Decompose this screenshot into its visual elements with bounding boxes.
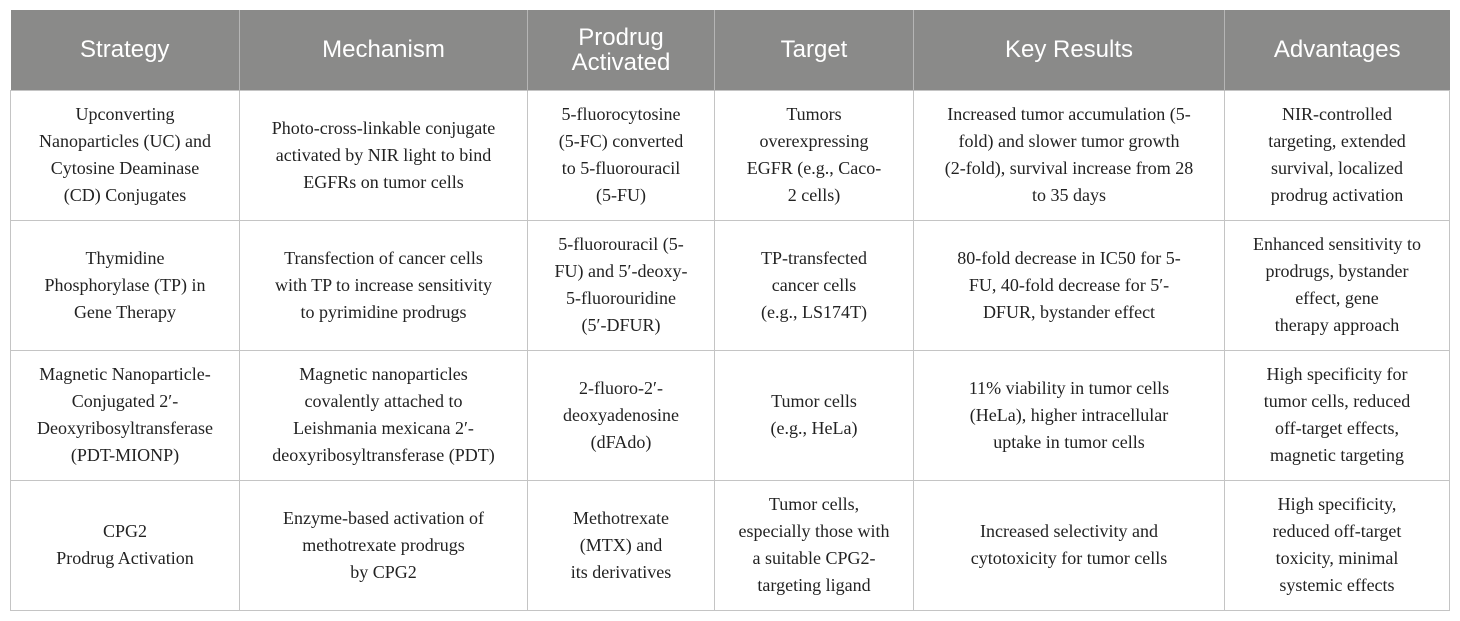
cell-prodrug: 2-fluoro-2′- deoxyadenosine (dFAdo) [528,350,715,480]
cell-mechanism: Enzyme-based activation of methotrexate prodrugs by CPG2 [240,480,528,610]
cell-target: TP-transfected cancer cells (e.g., LS174T) [715,220,914,350]
cell-prodrug: 5-fluorocytosine (5-FC) converted to 5-fluorouracil (5-FU) [528,90,715,220]
cell-advantages: High specificity, reduced off-target toxicity, minimal systemic effects [1225,480,1450,610]
cell-advantages: High specificity for tumor cells, reduced off-target effects, magnetic targeting [1225,350,1450,480]
cell-strategy: CPG2 Prodrug Activation [11,480,240,610]
cell-advantages: Enhanced sensitivity to prodrugs, bystander effect, gene therapy approach [1225,220,1450,350]
header-key-results: Key Results [914,10,1225,90]
cell-strategy: Magnetic Nanoparticle- Conjugated 2′- Deoxyribosyltransferase (PDT-MIONP) [11,350,240,480]
cell-target: Tumors overexpressing EGFR (e.g., Caco- 2 cells) [715,90,914,220]
cell-mechanism: Transfection of cancer cells with TP to increase sensitivity to pyrimidine prodrugs [240,220,528,350]
cell-advantages: NIR-controlled targeting, extended survival, localized prodrug activation [1225,90,1450,220]
header-advantages: Advantages [1225,10,1450,90]
cell-mechanism: Magnetic nanoparticles covalently attached to Leishmania mexicana 2′- deoxyribosyltransferase (PDT) [240,350,528,480]
header-row [11,10,1450,90]
cell-prodrug: Methotrexate (MTX) and its derivatives [528,480,715,610]
header-target: Target [715,10,914,90]
header-prodrug-activated: Prodrug Activated [528,10,715,90]
table-row [11,90,1450,220]
table-row [11,480,1450,610]
table-row [11,350,1450,480]
cell-target: Tumor cells (e.g., HeLa) [715,350,914,480]
table-row [11,220,1450,350]
cell-key-results: Increased selectivity and cytotoxicity for tumor cells [914,480,1225,610]
cell-key-results: 80-fold decrease in IC50 for 5- FU, 40-fold decrease for 5′- DFUR, bystander effect [914,220,1225,350]
cell-strategy: Thymidine Phosphorylase (TP) in Gene Therapy [11,220,240,350]
cell-target: Tumor cells, especially those with a suitable CPG2- targeting ligand [715,480,914,610]
cell-key-results: 11% viability in tumor cells (HeLa), higher intracellular uptake in tumor cells [914,350,1225,480]
strategies-table [10,10,1450,611]
header-mechanism: Mechanism [240,10,528,90]
cell-mechanism: Photo-cross-linkable conjugate activated by NIR light to bind EGFRs on tumor cells [240,90,528,220]
cell-strategy: Upconverting Nanoparticles (UC) and Cytosine Deaminase (CD) Conjugates [11,90,240,220]
header-strategy: Strategy [11,10,240,90]
cell-prodrug: 5-fluorouracil (5- FU) and 5′-deoxy- 5-fluorouridine (5′-DFUR) [528,220,715,350]
cell-key-results: Increased tumor accumulation (5- fold) and slower tumor growth (2-fold), survival increase from 28 to 35 days [914,90,1225,220]
